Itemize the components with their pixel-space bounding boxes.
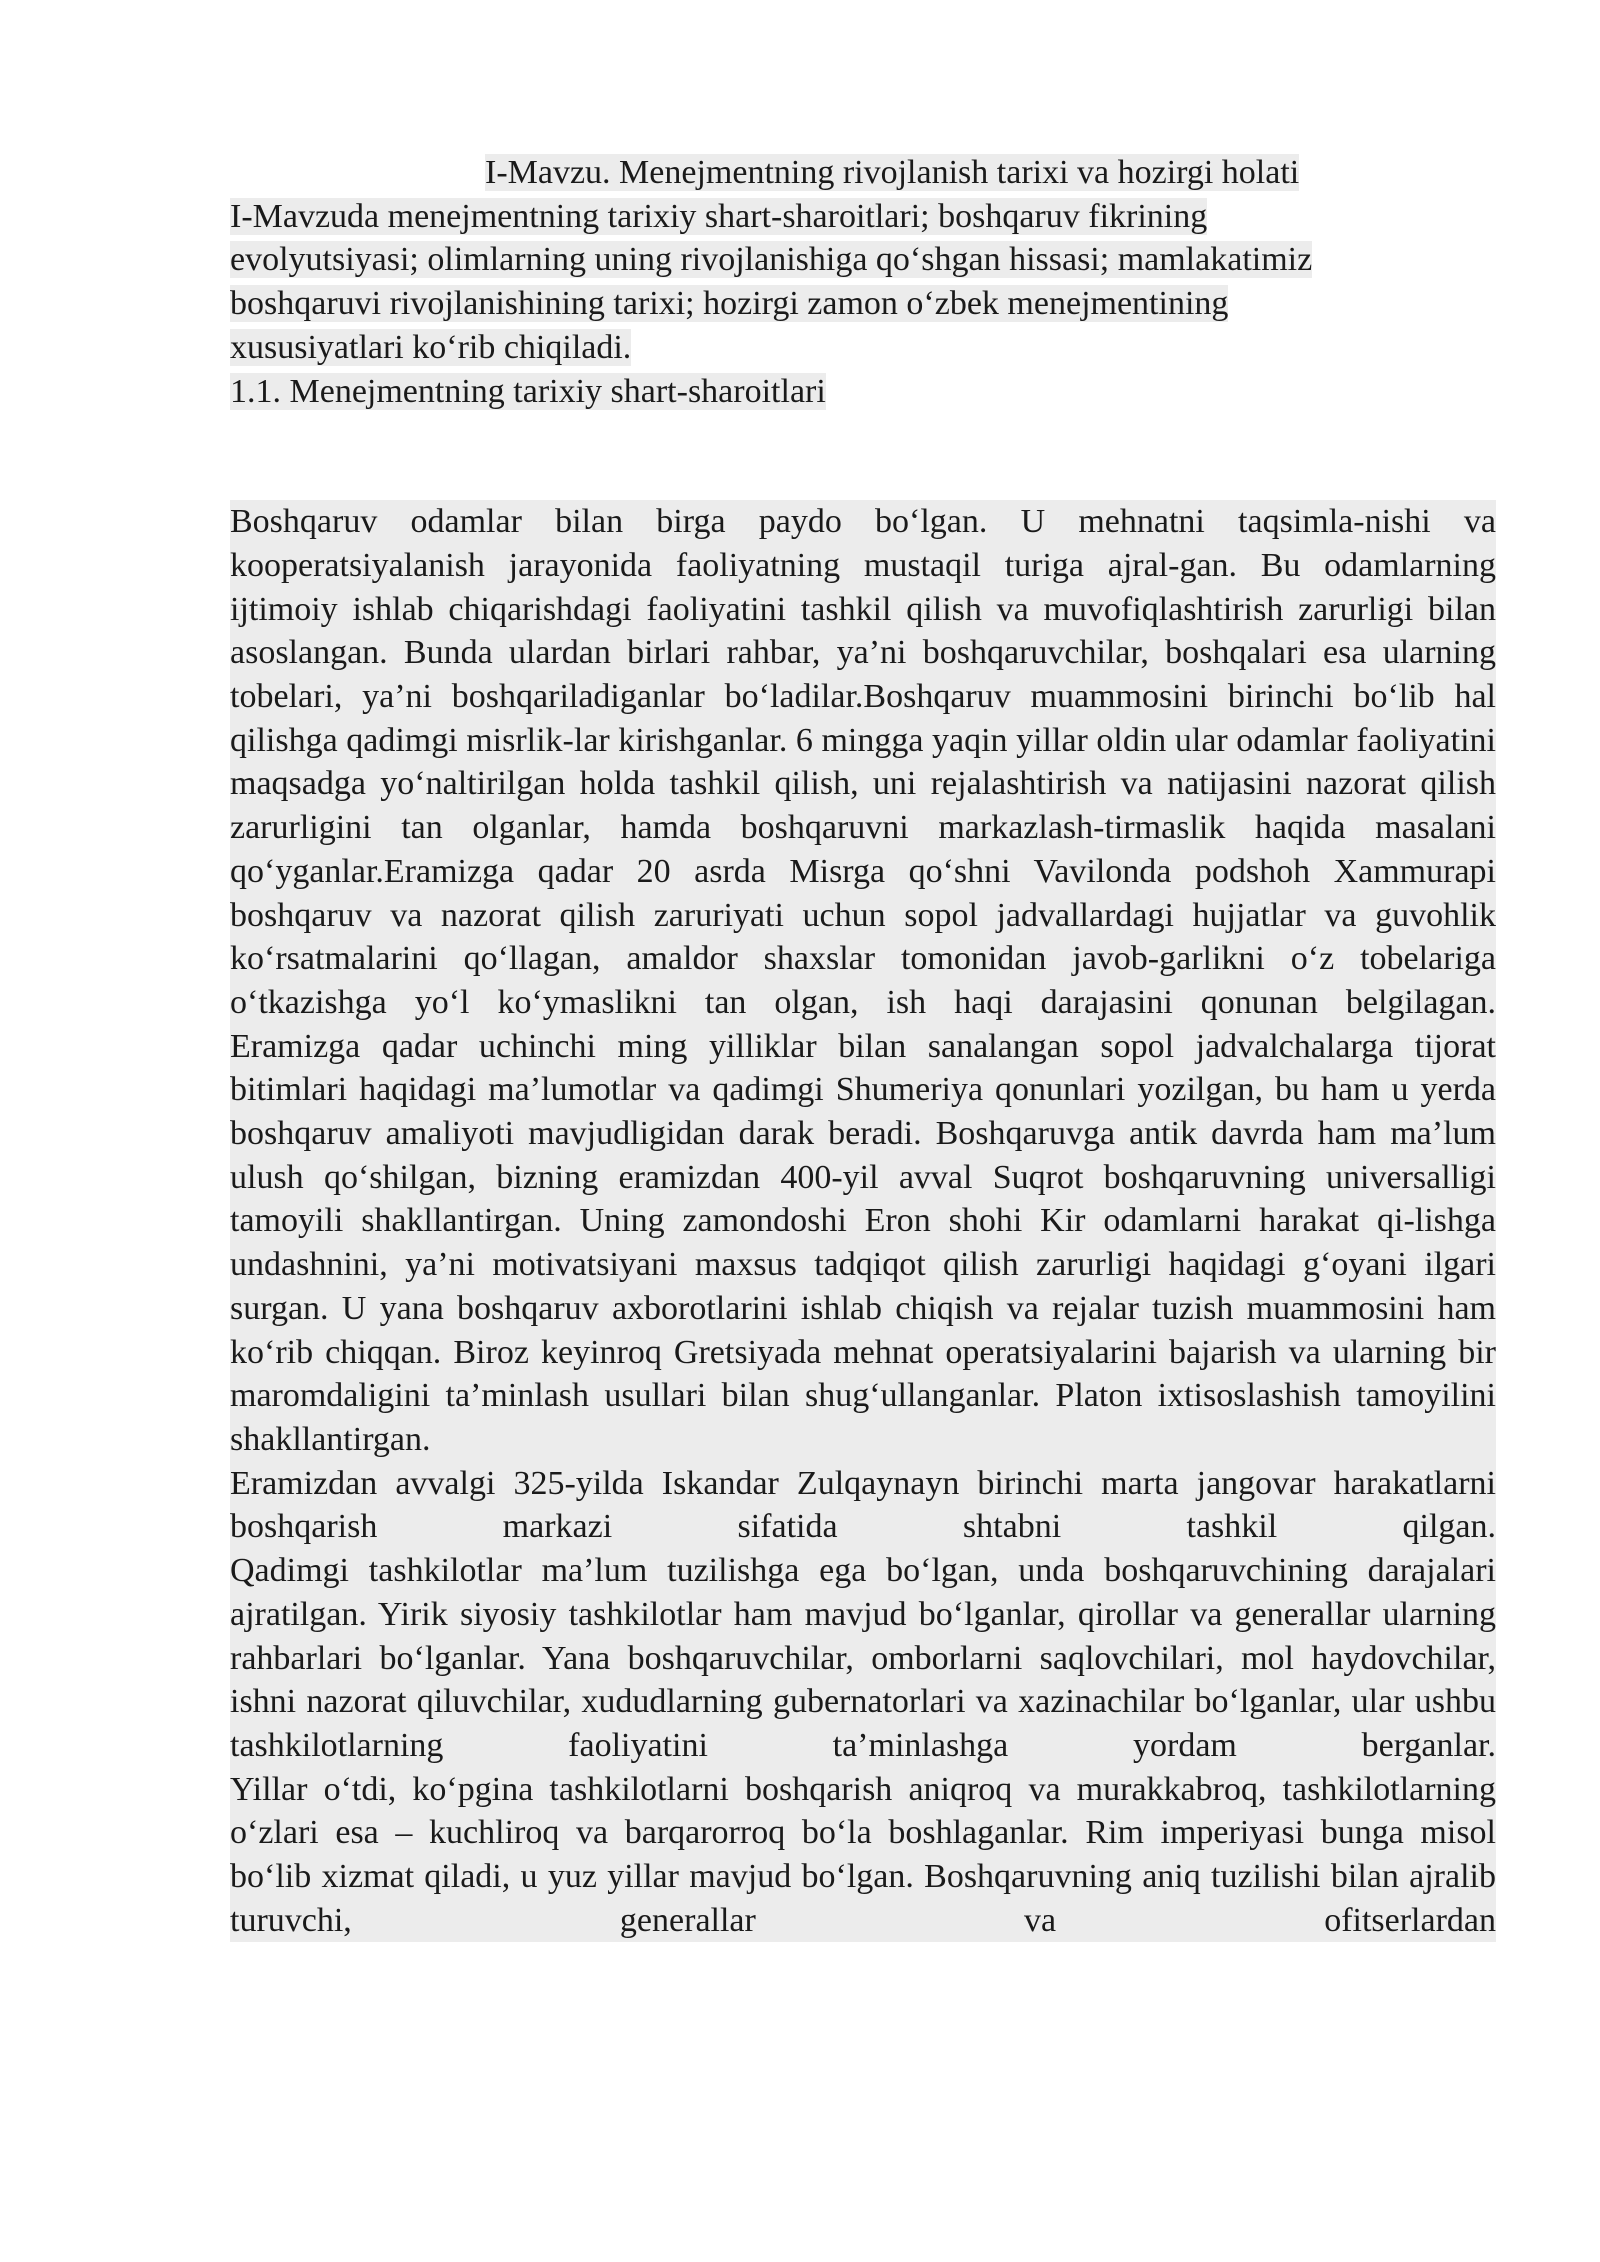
intro-text: xususiyatlari ko‘rib chiqiladi. — [230, 328, 632, 366]
intro-line — [230, 238, 1496, 282]
body-paragraph: Eramizdan avvalgi 325-yilda Iskandar Zulqaynayn birinchi marta jangovar harakatlarni boshqarish markazi sifatida shtabni tashkil qilgan. — [230, 1462, 1496, 1549]
intro-text: evolyutsiyasi; olimlarning uning rivojlanishiga qo‘shgan hissasi; mamlakatimiz — [230, 241, 1313, 279]
document-content — [230, 151, 1496, 1942]
intro-text: boshqaruvi rivojlanishining tarixi; hozirgi zamon o‘zbek menejmentining — [230, 285, 1229, 323]
intro-line — [230, 195, 1496, 239]
section-heading: 1.1. Menejmentning tarixiy shart-sharoitlari — [230, 372, 826, 410]
blank-space — [230, 413, 1496, 500]
topic-title-line — [230, 151, 1496, 195]
intro-line — [230, 326, 1496, 370]
body-paragraph: Boshqaruv odamlar bilan birga paydo bo‘lgan. U mehnatni taqsimla-nishi va kooperatsiyalanish jarayonida faoliyatning mustaqil turiga ajral-gan. Bu odamlarning ijtimoiy ishlab chiqarishdagi faoliyatini tashkil qilish va muvofiqlashtirish zarurligi bilan asoslangan. Bunda ulardan birlari rahbar, ya’ni boshqaruvchilar, boshqalari esa ularning tobelari, ya’ni boshqariladiganlar bo‘ladilar.Boshqaruv muammosini birinchi bo‘lib hal qilishga qadimgi misrlik-lar kirishganlar. 6 mingga yaqin yillar oldin ular odamlar faoliyatini maqsadga yo‘naltirilgan holda tashkil qilish, uni rejalashtirish va natijasini nazorat qilish zarurligini tan olganlar, hamda boshqaruvni markazlash-tirmaslik haqida masalani qo‘yganlar.Eramizga qadar 20 asrda Misrga qo‘shni Vavilonda podshoh Xammurapi boshqaruv va nazorat qilish zaruriyati uchun sopol jadvallardagi hujjatlar va guvohlik ko‘rsatmalarini qo‘llagan, amaldor shaxslar tomonidan javob-garlikni o‘z tobelariga o‘tkazishga yo‘l ko‘ymaslikni tan olgan, ish haqi darajasini qonunan belgilagan. — [230, 500, 1496, 1024]
section-heading-line — [230, 370, 1496, 414]
body-text — [230, 500, 1496, 1942]
topic-title: I-Mavzu. Menejmentning rivojlanish tarixi va hozirgi holati — [485, 154, 1300, 191]
body-paragraph: Qadimgi tashkilotlar ma’lum tuzilishga ega bo‘lgan, unda boshqaruvchining darajalari ajratilgan. Yirik siyosiy tashkilotlar ham mavjud bo‘lganlar, qirollar va generallar ularning rahbarlari bo‘lganlar. Yana boshqaruvchilar, omborlarni saqlovchilari, mol haydovchilar, ishni nazorat qiluvchilar, xududlarning gubernatorlari va xazinachilar bo‘lganlar, ular ushbu tashkilotlarning faoliyatini ta’minlashga yordam berganlar. — [230, 1549, 1496, 1768]
intro-line — [230, 282, 1496, 326]
body-paragraph: Eramizga qadar uchinchi ming yilliklar bilan sanalangan sopol jadvalchalarga tijorat bitimlari haqidagi ma’lumotlar va qadimgi Shumeriya qonunlari yozilgan, bu ham u yerda boshqaruv amaliyoti mavjudligidan darak beradi. Boshqaruvga antik davrda ham ma’lum ulush qo‘shilgan, bizning eramizdan 400-yil avval Suqrot boshqaruvning universalligi tamoyili shakllantirgan. Uning zamondoshi Eron shohi Kir odamlarni harakat qi-lishga undashnini, ya’ni motivatsiyani maxsus tadqiqot qilish zarurligi haqidagi g‘oyani ilgari surgan. U yana boshqaruv axborotlarini ishlab chiqish va rejalar tuzish muammosini ham ko‘rib chiqqan. Biroz keyinroq Gretsiyada mehnat operatsiyalarini bajarish va ularning bir maromdaligini ta’minlash usullari bilan shug‘ullanganlar. Platon ixtisoslashish tamoyilini shakllantirgan. — [230, 1025, 1496, 1462]
body-paragraph: Yillar o‘tdi, ko‘pgina tashkilotlarni boshqarish aniqroq va murakkabroq, tashkilotlarning o‘zlari esa – kuchliroq va barqarorroq bo‘la boshlaganlar. Rim imperiyasi bunga misol bo‘lib xizmat qiladi, u yuz yillar mavjud bo‘lgan. Boshqaruvning aniq tuzilishi bilan ajralib turuvchi, generallar va ofitserlardan — [230, 1768, 1496, 1943]
intro-text: I-Mavzuda menejmentning tarixiy shart-sharoitlari; boshqaruv fikrining — [230, 197, 1208, 235]
intro-block — [230, 151, 1496, 413]
